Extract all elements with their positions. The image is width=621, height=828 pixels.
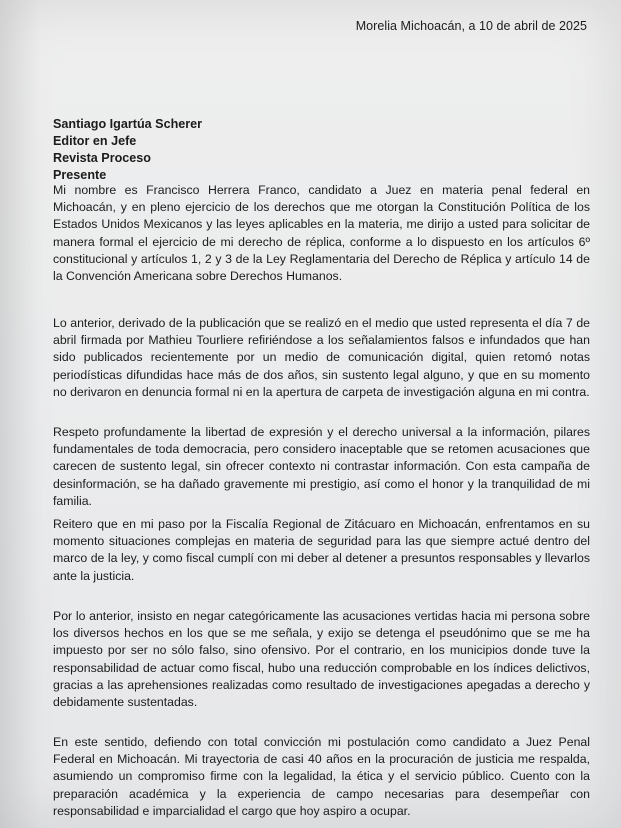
paragraph-prosecutor-record [53,516,590,585]
page-shadow [0,0,40,828]
paragraph-text: En este sentido, defiendo con total convicción mi postulación como candidato a Juez Penal Federal en Michoacán. Mi trayectoria de casi 40 años en la procuración de justicia me respalda, asumiendo un compromiso firme con la legalidad, la ética y el servicio público. Cuento con la preparación académica y la experiencia de campo necesarias para desempeñar con responsabilidad e imparcialidad el cargo que hoy aspiro a ocupar. [53,735,590,818]
paragraph-text: Por lo anterior, insisto en negar categóricamente las acusaciones vertidas hacia mi persona sobre los diversos hechos en los que se me señala, y exijo se detenga el pseudónimo que se me ha impuesto por ser no sólo falso, sino ofensivo. Por el contrario, en los municipios donde tuve la responsabilidad de actuar como fiscal, hubo una reducción comprobable en los índices delictivos, gracias a las aprehensiones realizadas como resultado de investigaciones apegadas a derecho y debidamente sustentadas. [53,609,590,710]
recipient-role: Editor en Jefe [53,134,137,148]
paragraph-text: Reitero que en mi paso por la Fiscalía Regional de Zitácuaro en Michoacán, enfrentamos en su momento situaciones complejas en materia de seguridad para las que siempre actué dentro del marco de la ley, y como fiscal cumplí con mi deber al detener a presuntos responsables y llevarlos ante la justicia. [53,517,590,583]
paragraph-text: Lo anterior, derivado de la publicación que se realizó en el medio que usted representa el día 7 de abril firmada por Mathieu Tourliere refiriéndose a los señalamientos falsos e infundados que han sido publicados recientemente por un medio de comunicación digital, quien retomó notas periodísticas difundidas hace más de dos años, sin sustento legal alguno, y que en su momento no derivaron en denuncia formal ni en la apertura de carpeta de investigación alguna en mi contra. [53,316,590,399]
paragraph-candidacy [53,734,590,820]
paragraph-text: Respeto profundamente la libertad de expresión y el derecho universal a la información, pilares fundamentales de toda democracia, pero considero inaceptable que se retomen acusaciones que carecen de sustento legal, sin ofrecer contexto ni contrastar información. Con esta campaña de desinformación, se ha dañado gravemente mi prestigio, así como el honor y la tranquilidad de mi familia. [53,425,590,508]
paragraph-freedom-of-expression [53,424,590,510]
paragraph-background [53,315,590,401]
salutation: Presente [53,168,107,182]
paragraph-denial [53,608,590,711]
place-date: Morelia Michoacán, a 10 de abril de 2025 [355,19,587,33]
recipient-name: Santiago Igartúa Scherer [53,117,203,131]
paragraph-introduction [53,182,590,285]
recipient-block [53,116,202,184]
paragraph-text: Mi nombre es Francisco Herrera Franco, candidato a Juez en materia penal federal en Michoacán, y en pleno ejercicio de los derechos que me otorgan la Constitución Política de los Estados Unidos Mexicanos y las leyes aplicables en la materia, me dirijo a usted para solicitar de manera formal el ejercicio de mi derecho de réplica, conforme a lo dispuesto en los artículos 6º constitucional y artículos 1, 2 y 3 de la Ley Reglamentaria del Derecho de Réplica y artículo 14 de la Convención Americana sobre Derechos Humanos. [53,183,590,284]
recipient-publication: Revista Proceso [53,151,152,165]
